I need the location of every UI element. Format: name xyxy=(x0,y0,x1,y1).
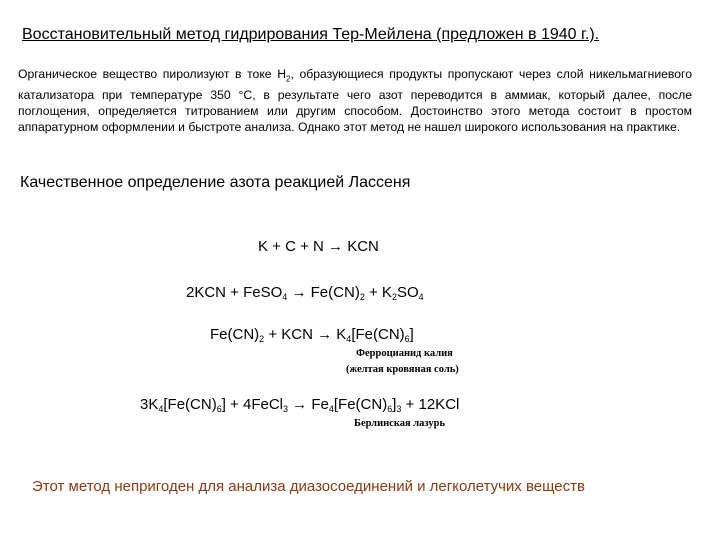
eq2-sub: 4 xyxy=(282,292,288,302)
eq2-part: + K xyxy=(364,284,392,301)
equation-2 xyxy=(186,284,424,301)
eq2-sub: 2 xyxy=(391,292,397,302)
eq3-sub: 6 xyxy=(404,334,410,344)
paragraph-text-3: , в результате чего азот переводится в аммиак, который далее, после поглощения, определяется титрованием или другим способом. Достоинство этого метода состоит в простом аппаратурном оформлении и быстроте анализа. Однако этот метод не нашел широкого использования на практике. xyxy=(18,88,692,135)
eq4-sub: 4 xyxy=(158,404,164,414)
eq3-part: ] xyxy=(409,326,414,343)
eq2-part: → Fe(CN) xyxy=(287,284,360,301)
eq4-part: [Fe(CN) xyxy=(333,396,388,413)
eq4-sub: 3 xyxy=(283,404,289,414)
method-description-paragraph xyxy=(18,66,692,135)
eq2-sub: 2 xyxy=(359,292,365,302)
eq4-part: ] xyxy=(392,396,397,413)
conclusion-text: Этот метод непригоден для анализа диазосоединений и легколетучих веществ xyxy=(32,478,585,495)
paragraph-text-1: Органическое вещество пиролизуют в токе Н xyxy=(18,67,286,81)
equation-1-text: K + C + N → KCN xyxy=(258,238,379,255)
eq4-part: [Fe(CN) xyxy=(163,396,217,413)
eq3-note-line-2: (желтая кровяная соль) xyxy=(346,364,459,375)
eq4-part: 3K xyxy=(140,396,159,413)
eq3-part: [Fe(CN) xyxy=(351,326,405,343)
eq4-sub: 4 xyxy=(328,404,334,414)
eq3-part: + KCN → K xyxy=(264,326,347,343)
eq4-note: Берлинская лазурь xyxy=(354,418,446,429)
eq4-sub: 6 xyxy=(387,404,393,414)
eq3-sub: 2 xyxy=(259,334,265,344)
paragraph-subscript: 2 xyxy=(286,74,291,84)
equation-3 xyxy=(210,326,414,343)
eq3-sub: 4 xyxy=(346,334,352,344)
equation-4 xyxy=(140,396,459,413)
eq4-part: → Fe xyxy=(288,396,329,413)
eq3-note-line-1: Ферроцианид калия xyxy=(356,348,453,359)
eq2-part: 2KCN + FeSO xyxy=(186,284,283,301)
eq4-part: ] + 4FeCl xyxy=(221,396,283,413)
paragraph-text-2: , образующиеся продукты пропускают через слой никельмагниевого катализатора при температуре 350 xyxy=(18,67,692,103)
temperature-unit: °С xyxy=(238,88,253,103)
main-heading: Восстановительный метод гидрирования Тер-Мейлена (предложен в 1940 г.). xyxy=(22,26,600,43)
eq4-sub: 6 xyxy=(216,404,222,414)
eq2-sub: 4 xyxy=(418,292,424,302)
eq4-part: + 12KCl xyxy=(401,396,460,413)
eq3-part: Fe(CN) xyxy=(210,326,260,343)
eq4-sub: 3 xyxy=(396,404,402,414)
equation-1 xyxy=(258,238,379,255)
eq2-part: SO xyxy=(396,284,419,301)
section-heading: Качественное определение азота реакцией Лассеня xyxy=(20,174,411,191)
